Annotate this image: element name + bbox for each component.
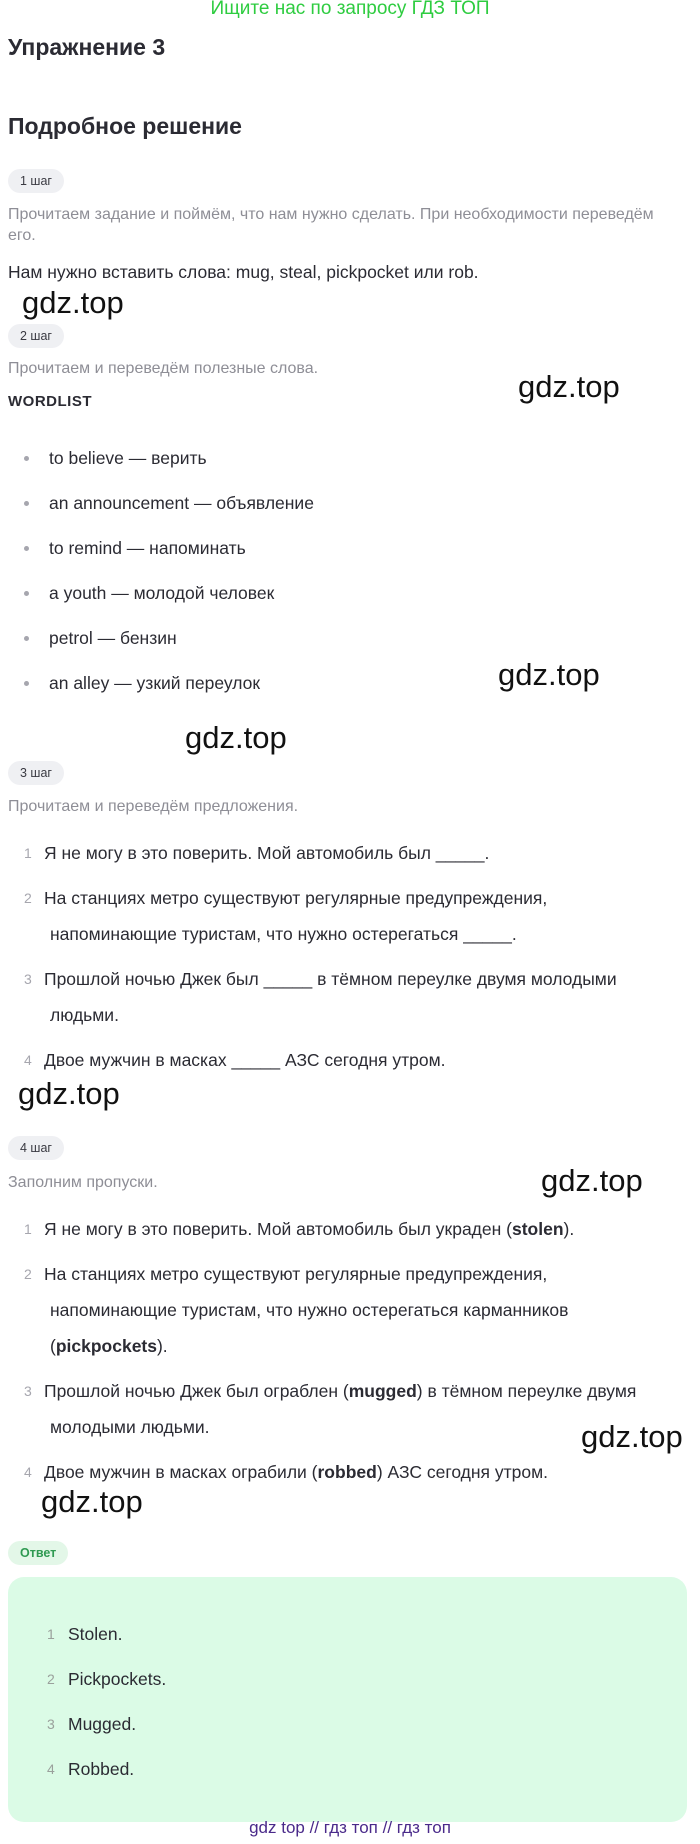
watermark: gdz.top (185, 720, 287, 755)
footer-links[interactable]: gdz top // гдз топ // гдз топ (249, 1818, 451, 1837)
promo-banner: Ищите нас по запросу ГДЗ ТОП (210, 0, 490, 19)
step-2-hint: Прочитаем и переведём полезные слова. (8, 360, 319, 377)
list-item: 3 Прошлой ночью Джек был _____ в тёмном переулке двумя молодыми людьми. (24, 969, 617, 1025)
filled-sentence-list (20, 1211, 660, 1499)
watermark: gdz.top (41, 1484, 143, 1519)
list-item: 1 Stolen. (47, 1624, 123, 1644)
list-item: 4 Robbed. (47, 1759, 135, 1779)
list-item: a youth — молодой человек (24, 575, 314, 620)
list-item: an announcement — объявление (24, 485, 314, 530)
list-item: 4 Двое мужчин в масках ограбили (robbed) АЗС сегодня утром. (24, 1462, 549, 1482)
watermark: gdz.top (22, 285, 124, 320)
page-title: Упражнение 3 (8, 34, 166, 60)
answer-badge: Ответ (8, 1541, 68, 1565)
wordlist (24, 440, 314, 710)
list-item: 2 На станциях метро существуют регулярные предупреждения, напоминающие туристам, что нужно остерегаться _____. (24, 888, 548, 944)
step-2-badge: 2 шаг (8, 324, 64, 348)
step-4-badge: 4 шаг (8, 1136, 64, 1160)
list-item: 1 Я не могу в это поверить. Мой автомобиль был украден (stolen). (24, 1219, 575, 1239)
watermark: gdz.top (541, 1163, 643, 1198)
watermark: gdz.top (581, 1419, 683, 1454)
bullet-icon (24, 456, 29, 461)
list-item: 4 Двое мужчин в масках _____ АЗС сегодня утром. (24, 1050, 446, 1070)
watermark: gdz.top (498, 657, 600, 692)
section-title: Подробное решение (8, 113, 242, 139)
watermark: gdz.top (518, 369, 620, 404)
bullet-icon (24, 546, 29, 551)
wordlist-heading: WORDLIST (8, 393, 92, 410)
list-item: petrol — бензин (24, 620, 314, 665)
list-item: 2 На станциях метро существуют регулярные предупреждения, напоминающие туристам, что нужно остерегаться карманников (pickpockets). (24, 1264, 569, 1356)
bullet-icon (24, 636, 29, 641)
list-item: to believe — верить (24, 440, 314, 485)
list-item: 2 Pickpockets. (47, 1669, 167, 1689)
bullet-icon (24, 501, 29, 506)
step-3-hint: Прочитаем и переведём предложения. (8, 798, 299, 815)
step-1-hint: Прочитаем задание и поймём, что нам нужно сделать. При необходимости переведём его. (8, 206, 654, 244)
list-item: 1 Я не могу в это поверить. Мой автомобиль был _____. (24, 843, 490, 863)
answer-list (40, 1616, 166, 1796)
list-item: an alley — узкий переулок (24, 665, 314, 710)
step-4-hint: Заполним пропуски. (8, 1174, 158, 1191)
list-item: 3 Mugged. (47, 1714, 137, 1734)
list-item: 3 Прошлой ночью Джек был ограблен (mugged) в тёмном переулке двумя молодыми людьми. (24, 1381, 637, 1437)
step-1-text: Нам нужно вставить слова: mug, steal, pickpocket или rob. (8, 262, 479, 282)
sentence-list (20, 835, 660, 1087)
watermark: gdz.top (18, 1076, 120, 1111)
step-1-badge: 1 шаг (8, 169, 64, 193)
list-item: to remind — напоминать (24, 530, 314, 575)
bullet-icon (24, 681, 29, 686)
bullet-icon (24, 591, 29, 596)
step-3-badge: 3 шаг (8, 761, 64, 785)
